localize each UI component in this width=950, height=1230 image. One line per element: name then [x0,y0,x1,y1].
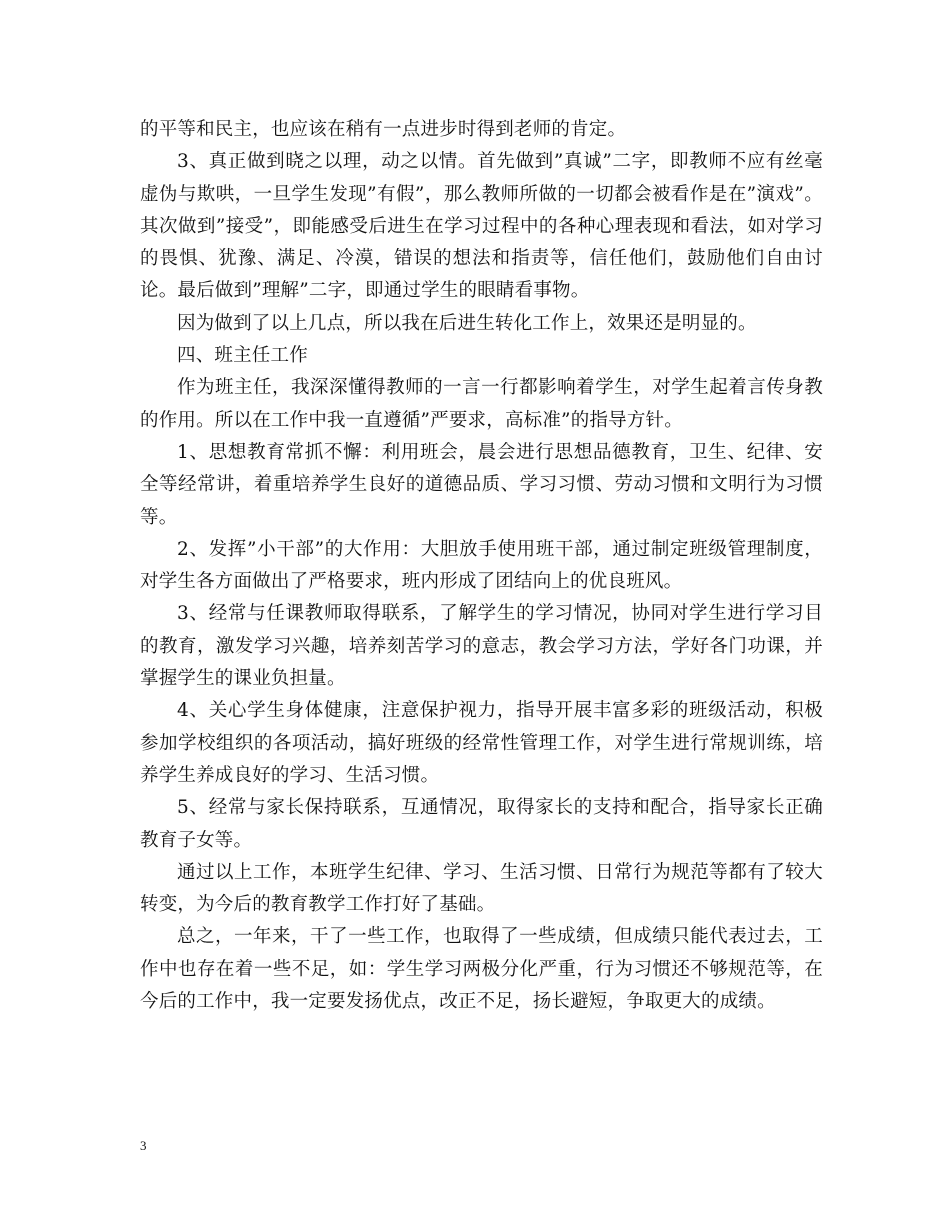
paragraph-item-4-health: 4、关心学生身体健康，注意保护视力，指导开展丰富多彩的班级活动，积极参加学校组织的各项活动，搞好班级的经常性管理工作，对学生进行常规训练，培养学生养成良好的学习、生活习惯。 [140,700,823,786]
paragraph-item-3-teachers: 3、经常与任课教师取得联系，了解学生的学习情况，协同对学生进行学习目的教育，激发学习兴趣，培养刻苦学习的意志，教会学习方法，学好各门功课，并掌握学生的课业负担量。 [140,603,823,690]
page-number: 3 [140,1138,147,1153]
paragraph-conclusion: 总之，一年来，干了一些工作，也取得了一些成绩，但成绩只能代表过去，工作中也存在着一些不足，如：学生学习两极分化严重，行为习惯还不够规范等，在今后的工作中，我一定要发扬优点，改正不足，扬长避短，争取更大的成绩。 [140,926,823,1013]
paragraph-continuation: 的平等和民主，也应该在稍有一点进步时得到老师的肯定。 [140,119,627,140]
paragraph-item-2-cadres: 2、发挥”小干部”的大作用：大胆放手使用班干部，通过制定班级管理制度，对学生各方面做出了严格要求，班内形成了团结向上的优良班风。 [140,538,823,593]
paragraph-item-1-ideology: 1、思想教育常抓不懈：利用班会，晨会进行思想品德教育，卫生、纪律、安全等经常讲，着重培养学生良好的道德品质、学习习惯、劳动习惯和文明行为习惯等。 [140,441,823,528]
paragraph-item-5-parents: 5、经常与家长保持联系，互通情况，取得家长的支持和配合，指导家长正确教育子女等。 [140,797,823,851]
paragraph-item-3-understanding: 3、真正做到晓之以理，动之以情。首先做到”真诚”二字，即教师不应有丝毫虚伪与欺哄，一旦学生发现”有假”，那么教师所做的一切都会被看作是在”演戏”。其次做到”接受”，即能感受后进生在学习过程中的各种心理表现和看法，如对学习的畏惧、犹豫、满足、冷漠，错误的想法和指责等，信任他们，鼓励他们自由讨论。最后做到”理解”二字，即通过学生的眼睛看事物。 [140,151,823,302]
paragraph-transformation-result: 因为做到了以上几点，所以我在后进生转化工作上，效果还是明显的。 [177,312,757,334]
paragraph-class-teacher-intro: 作为班主任，我深深懂得教师的一言一行都影响着学生，对学生起着言传身教的作用。所以在工作中我一直遵循”严要求，高标准”的指导方针。 [140,377,823,431]
paragraph-work-outcome: 通过以上工作，本班学生纪律、学习、生活习惯、日常行为规范等都有了较大转变，为今后的教育教学工作打好了基础。 [140,861,823,916]
section-heading-class-teacher: 四、班主任工作 [177,345,308,367]
document-body [140,114,823,1018]
